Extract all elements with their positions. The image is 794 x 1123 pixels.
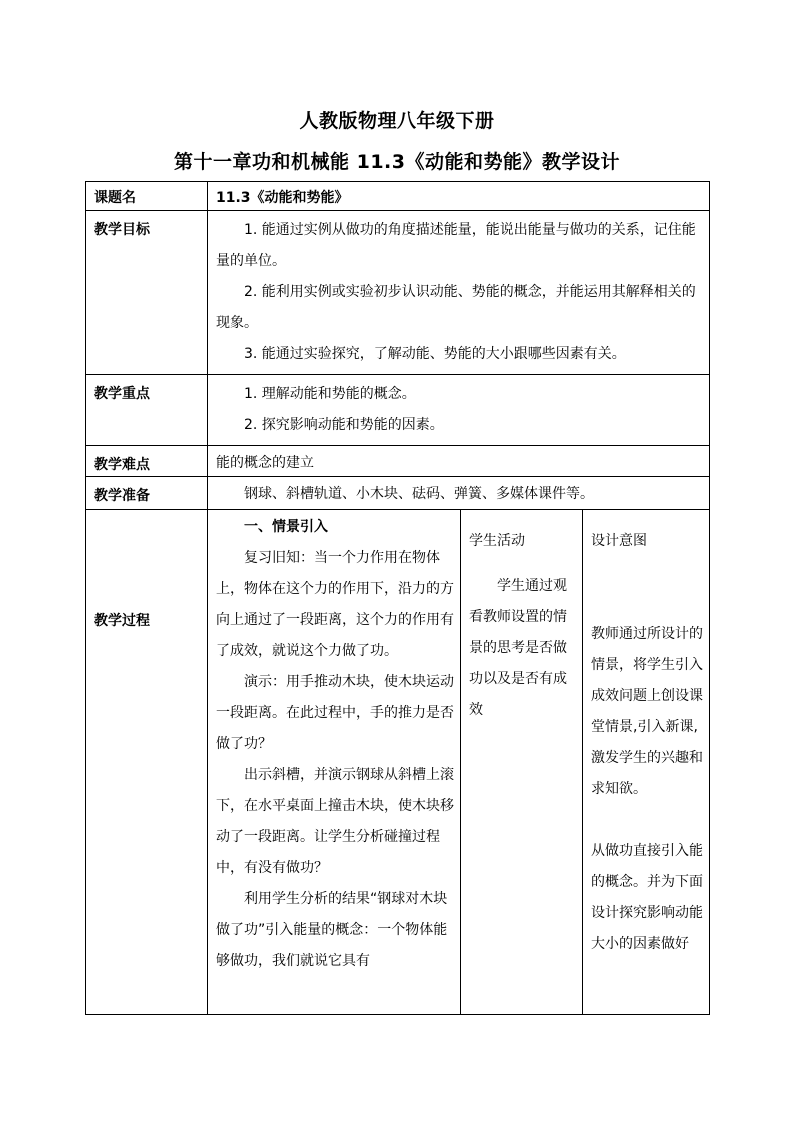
keypoint-item: 1. 理解动能和势能的概念。 bbox=[244, 386, 416, 402]
table-row bbox=[86, 477, 710, 510]
student-activity-heading: 学生活动 bbox=[469, 533, 525, 549]
keypoints-cell bbox=[208, 375, 710, 446]
student-activity-text: 学生通过观看教师设置的情景的思考是否做功以及是否有成效 bbox=[469, 578, 567, 718]
prep-label: 教学准备 bbox=[86, 477, 208, 510]
design-intent-cell bbox=[583, 510, 710, 1015]
document-subtitle: 第十一章功和机械能 11.3《动能和势能》教学设计 bbox=[174, 151, 620, 173]
prep-value: 钢球、斜槽轨道、小木块、砝码、弹簧、多媒体课件等。 bbox=[244, 486, 594, 502]
objective-item: 3. 能通过实验探究，了解动能、势能的大小跟哪些因素有关。 bbox=[244, 346, 626, 362]
table-row bbox=[86, 375, 710, 446]
document-title: 人教版物理八年级下册 bbox=[299, 110, 495, 132]
topic-value: 11.3《动能和势能》 bbox=[208, 182, 710, 211]
objective-item: 2. 能利用实例或实验初步认识动能、势能的概念，并能运用其解释相关的现象。 bbox=[216, 284, 696, 331]
student-activity-cell bbox=[461, 510, 583, 1015]
process-paragraph: 演示：用手推动木块，使木块运动一段距离。在此过程中，手的推力是否做了功？ bbox=[216, 674, 454, 752]
process-label: 教学过程 bbox=[86, 510, 208, 1015]
design-intent-heading: 设计意图 bbox=[591, 533, 647, 549]
process-cell bbox=[208, 510, 461, 1015]
objectives-cell bbox=[208, 211, 710, 375]
process-paragraph: 利用学生分析的结果“钢球对木块做了功”引入能量的概念：一个物体能够做功，我们就说它具有 bbox=[216, 891, 448, 969]
objectives-label: 教学目标 bbox=[86, 211, 208, 375]
keypoints-label: 教学重点 bbox=[86, 375, 208, 446]
table-row bbox=[86, 446, 710, 477]
keypoint-item: 2. 探究影响动能和势能的因素。 bbox=[244, 417, 444, 433]
design-intent-text: 从做功直接引入能的概念。并为下面设计探究影响动能大小的因素做好 bbox=[591, 843, 703, 952]
difficulty-label: 教学难点 bbox=[86, 446, 208, 477]
process-heading: 一、情景引入 bbox=[244, 519, 328, 535]
design-intent-text: 教师通过所设计的情景，将学生引入成效问题上创设课堂情景,引入新课,激发学生的兴趣和求知欲。 bbox=[591, 626, 703, 797]
difficulty-value: 能的概念的建立 bbox=[208, 446, 710, 477]
topic-label: 课题名 bbox=[86, 182, 208, 211]
table-row bbox=[86, 182, 710, 211]
lesson-plan-table bbox=[85, 181, 710, 1015]
objective-item: 1. 能通过实例从做功的角度描述能量，能说出能量与做功的关系，记住能量的单位。 bbox=[216, 222, 696, 269]
process-paragraph: 出示斜槽，并演示钢球从斜槽上滚下，在水平桌面上撞击木块，使木块移动了一段距离。让学生分析碰撞过程中，有没有做功？ bbox=[216, 767, 454, 876]
table-row bbox=[86, 211, 710, 375]
table-row bbox=[86, 510, 710, 1015]
process-paragraph: 复习旧知：当一个力作用在物体上，物体在这个力的作用下，沿力的方向上通过了一段距离，这个力的作用有了成效，就说这个力做了功。 bbox=[216, 550, 454, 659]
